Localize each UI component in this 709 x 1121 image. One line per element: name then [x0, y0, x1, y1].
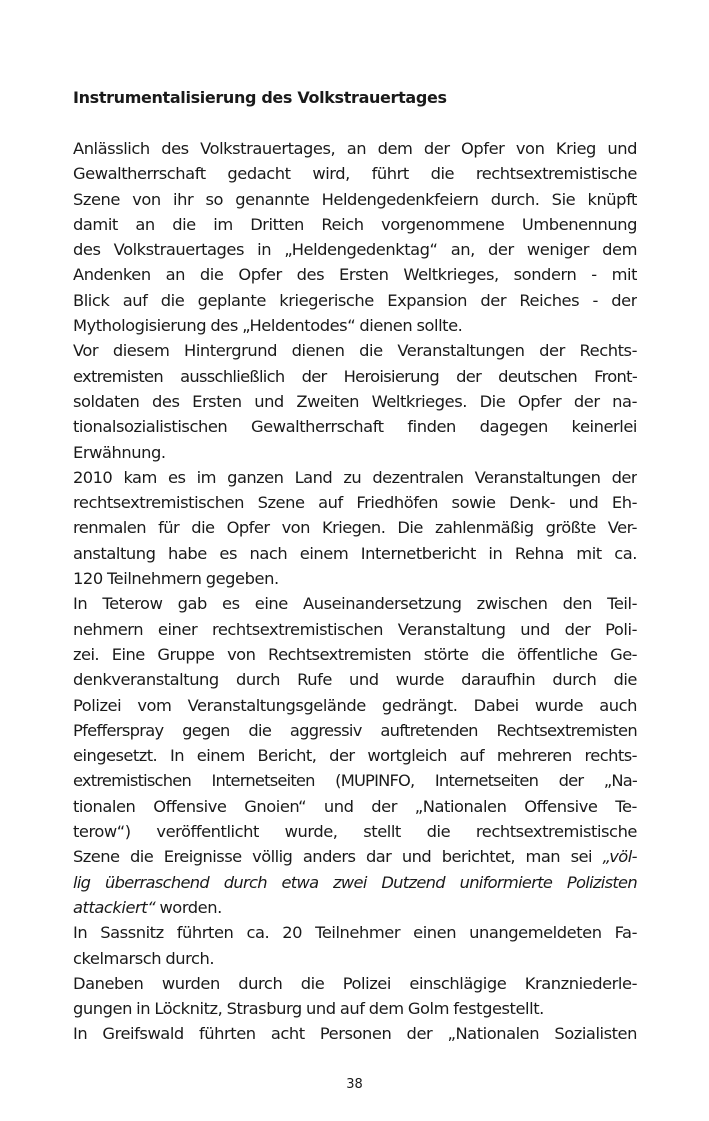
- text-line: gungen in Löcknitz, Strasburg und auf dem Golm festgestellt.: [73, 999, 544, 1019]
- text-line: In Sassnitz führten ca. 20 Teilnehmer einen unangemeldeten Fa-: [73, 923, 637, 943]
- text-line: Vor diesem Hintergrund dienen die Veranstaltungen der Rechts-: [73, 341, 637, 361]
- text-line: Erwähnung.: [73, 442, 166, 462]
- text-line: [73, 844, 637, 869]
- text-line: nehmern einer rechtsextremistischen Veranstaltung und der Poli-: [73, 619, 637, 639]
- body-text: [73, 136, 637, 1047]
- text-line: Blick auf die geplante kriegerische Expansion der Reiches - der: [73, 290, 637, 310]
- text-line: ckelmarsch durch.: [73, 948, 215, 968]
- section-heading: Instrumentalisierung des Volkstrauertages: [73, 88, 447, 107]
- quote-run-italic: attackiert“: [73, 897, 156, 917]
- text-line: Polizei vom Veranstaltungsgelände gedrängt. Dabei wurde auch: [73, 695, 637, 715]
- text-line: Szene von ihr so genannte Heldengedenkfeiern durch. Sie knüpft: [73, 189, 637, 209]
- text-line: Gewaltherrschaft gedacht wird, führt die rechtsextremistische: [73, 164, 637, 184]
- quote-line-italic: lig überraschend durch etwa zwei Dutzend uniformierte Polizisten: [73, 872, 637, 892]
- text-line: zei. Eine Gruppe von Rechtsextremisten störte die öffentliche Ge-: [73, 644, 637, 664]
- text-line: rechtsextremistischen Szene auf Friedhöfen sowie Denk- und Eh-: [73, 493, 637, 513]
- text-line: renmalen für die Opfer von Kriegen. Die zahlenmäßig größte Ver-: [73, 518, 637, 538]
- text-line: Andenken an die Opfer des Ersten Weltkrieges, sondern - mit: [73, 265, 637, 285]
- text-line: terow“) veröffentlicht wurde, stellt die rechtsextremistische: [73, 822, 637, 842]
- text-line: Anlässlich des Volkstrauertages, an dem der Opfer von Krieg und: [73, 139, 637, 158]
- text-line: tionalsozialistischen Gewaltherrschaft finden dagegen keinerlei: [73, 417, 637, 437]
- text-line: 2010 kam es im ganzen Land zu dezentralen Veranstaltungen der: [73, 467, 637, 487]
- text-line: extremistischen Internetseiten (MUPINFO, Internetseiten der „Na-: [73, 771, 637, 791]
- text-line: Daneben wurden durch die Polizei einschlägige Kranzniederle-: [73, 973, 637, 993]
- text-line: des Volkstrauertages in „Heldengedenktag“ an, der weniger dem: [73, 240, 637, 260]
- text-line: damit an die im Dritten Reich vorgenommene Umbenennung: [73, 214, 637, 234]
- quote-run-italic: „völ-: [602, 847, 637, 867]
- text-line: 120 Teilnehmern gegeben.: [73, 569, 279, 589]
- text-line: [73, 895, 637, 920]
- text-line: In Teterow gab es eine Auseinandersetzung zwischen den Teil-: [73, 594, 637, 614]
- page-number: 38: [346, 1077, 363, 1092]
- text-line: Mythologisierung des „Heldentodes“ dienen sollte.: [73, 316, 463, 336]
- text-line: Pfefferspray gegen die aggressiv auftretenden Rechtsextremisten: [73, 720, 637, 740]
- text-line: soldaten des Ersten und Zweiten Weltkrieges. Die Opfer der na-: [73, 391, 637, 411]
- text-line: extremisten ausschließlich der Heroisierung der deutschen Front-: [73, 366, 637, 386]
- text-line: anstaltung habe es nach einem Internetbericht in Rehna mit ca.: [73, 543, 637, 563]
- text-run: worden.: [155, 897, 222, 917]
- text-line: denkveranstaltung durch Rufe und wurde daraufhin durch die: [73, 670, 637, 690]
- text-run: Szene die Ereignisse völlig anders dar und berichtet, man sei: [73, 847, 603, 867]
- text-line: tionalen Offensive Gnoien“ und der „Nationalen Offensive Te-: [73, 796, 637, 816]
- text-line: eingesetzt. In einem Bericht, der wortgleich auf mehreren rechts-: [73, 746, 637, 766]
- text-line: In Greifswald führten acht Personen der „Nationalen Sozialisten: [73, 1024, 637, 1044]
